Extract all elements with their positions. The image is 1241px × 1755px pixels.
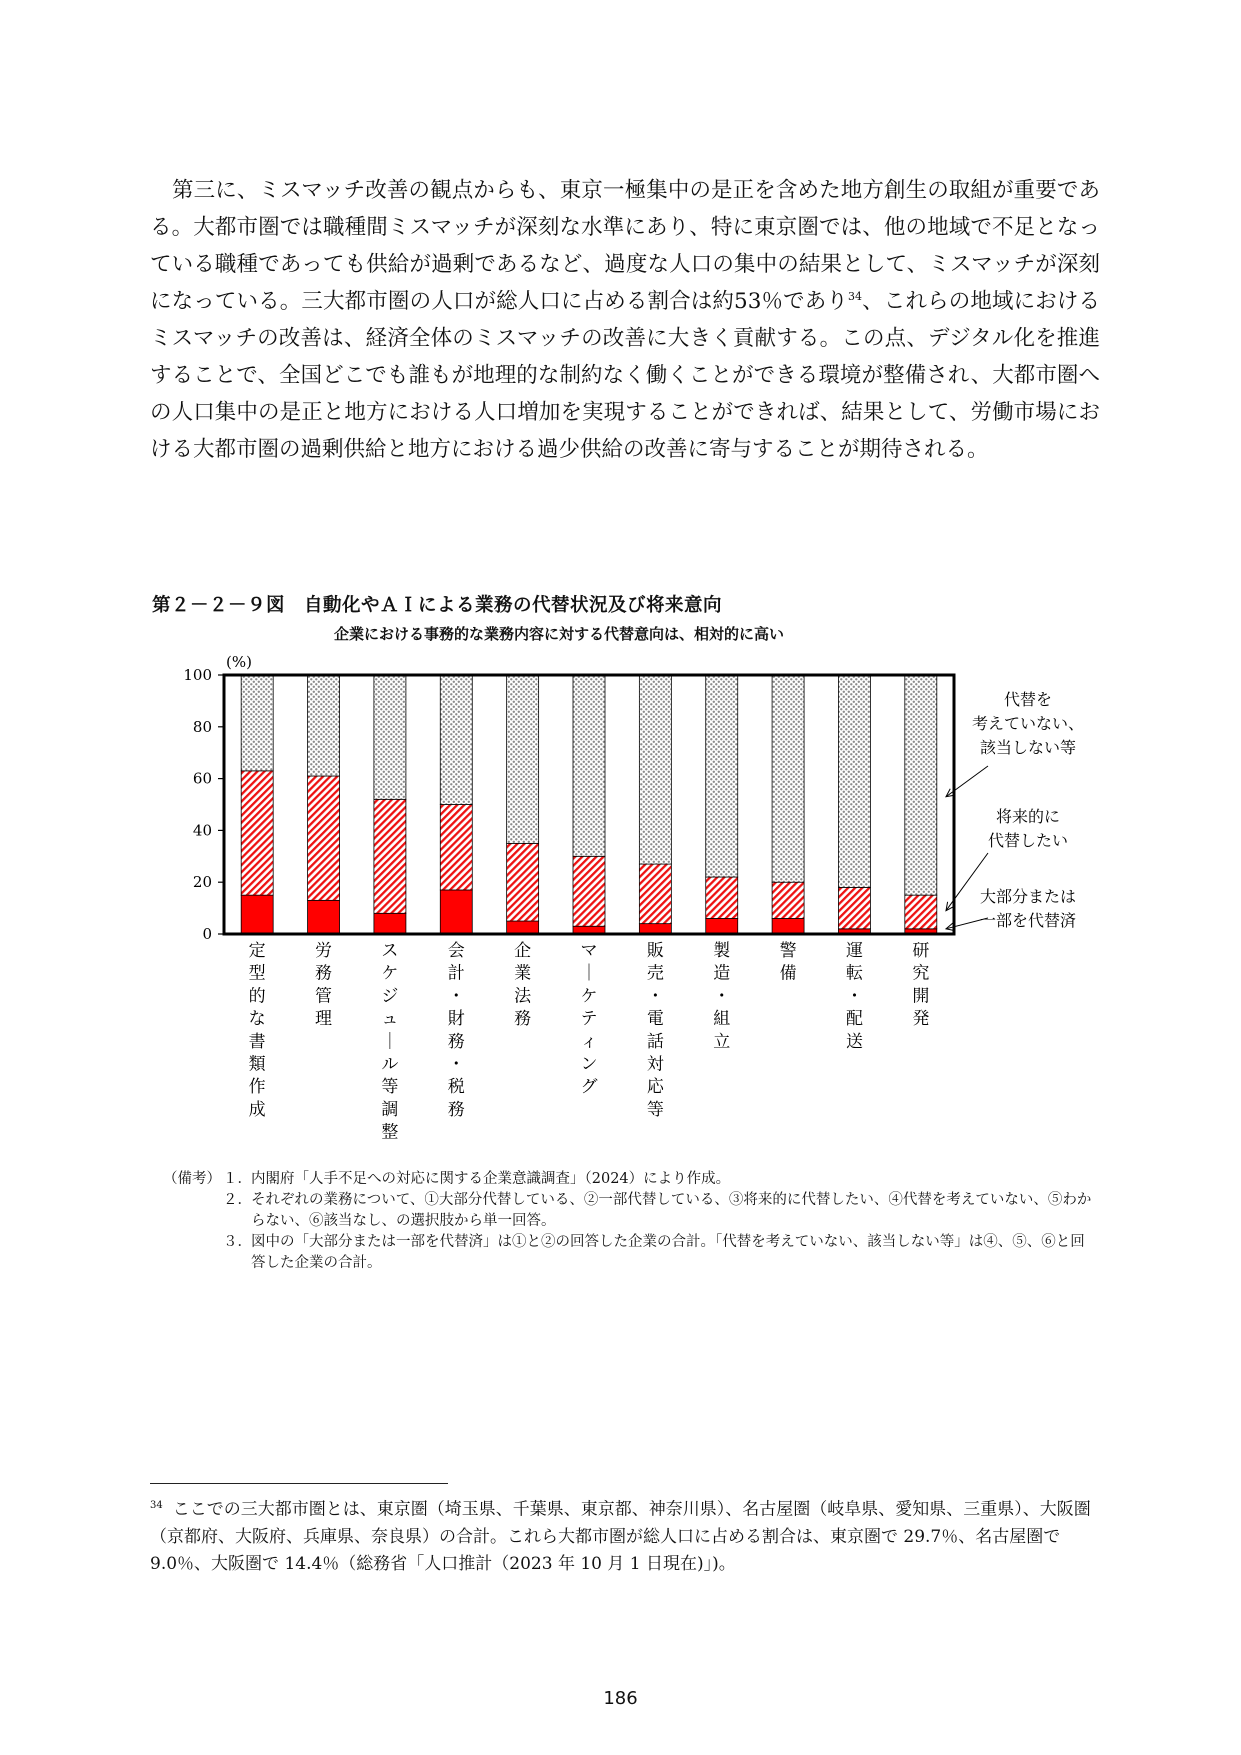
- bar-segment-2-10: [838, 887, 870, 928]
- bar-segment-2-6: [573, 856, 605, 926]
- y-tick-label: 40: [192, 821, 212, 840]
- footnote: [150, 1492, 1100, 1578]
- bar-segment-3-5: [507, 675, 539, 843]
- note-number: ３．: [223, 1234, 252, 1250]
- bar-segment-3-9: [772, 675, 804, 882]
- x-tick-label: 販売・電話対応等: [646, 941, 664, 1120]
- legend-label: 代替を考えていない、該当しない等: [971, 690, 1085, 757]
- figure-notes: [163, 1169, 1093, 1274]
- paragraph-text-1: 第三に、ミスマッチ改善の観点からも、東京一極集中の是正を含めた地方創生の取組が重要である。大都市圏では職種間ミスマッチが深刻な水準にあり、特に東京圏では、他の地域で不足となっている職種であっても供給が過剰であるなど、過度な人口の集中の結果として、ミスマッチが深刻になっている。三大都市圏の人口が総人口に占める割合は約53％であり: [150, 178, 1100, 314]
- bar-segment-1-1: [241, 895, 273, 934]
- bar-segment-2-9: [772, 882, 804, 918]
- x-tick-label: マ｜ケティング: [580, 941, 598, 1098]
- footnote-number: 34: [150, 1500, 163, 1511]
- x-tick-label: 警備: [779, 941, 797, 984]
- note-item: [163, 1190, 1093, 1232]
- note-item: [163, 1232, 1093, 1274]
- footnote-text: ここでの三大都市圏とは、東京圏（埼玉県、千葉県、東京都、神奈川県）、名古屋圏（岐阜県、愛知県、三重県）、大阪圏（京都府、大阪府、兵庫県、奈良県）の合計。これら大都市圏が総人口に占める割合は、東京圏で 29.7％、名古屋圏で 9.0％、大阪圏で 14.4％（総務省「人口推計（2023 年 10 月 1 日現在)」)。: [150, 1499, 1091, 1574]
- x-tick-label: 運転・配送: [845, 941, 863, 1052]
- paragraph-text-2: 、これらの地域におけるミスマッチの改善は、経済全体のミスマッチの改善に大きく貢献する。この点、デジタル化を推進することで、全国どこでも誰もが地理的な制約なく働くことができる環境が整備され、大都市圏への人口集中の是正と地方における人口増加を実現することができれば、結果として、労働市場における大都市圏の過剰供給と地方における過少供給の改善に寄与することが期待される。: [150, 289, 1100, 462]
- bar-segment-1-2: [308, 900, 340, 934]
- footnote-divider: [150, 1483, 448, 1484]
- x-tick-label: スケジュ｜ル等調整: [381, 941, 399, 1143]
- notes-heading: （備考）: [163, 1171, 221, 1187]
- bar-segment-3-11: [905, 675, 937, 895]
- bar-segment-3-10: [838, 675, 870, 887]
- note-number: ２．: [223, 1192, 252, 1208]
- bar-segment-3-8: [706, 675, 738, 877]
- bar-segment-1-5: [507, 921, 539, 934]
- bar-segment-1-8: [706, 918, 738, 934]
- bar-segment-2-3: [374, 799, 406, 913]
- bar-segment-3-4: [440, 675, 472, 805]
- x-tick-label: 定型的な書類作成: [248, 941, 266, 1120]
- y-tick-label: 20: [192, 873, 212, 892]
- bar-segment-1-9: [772, 918, 804, 934]
- bar-segment-2-8: [706, 877, 738, 918]
- y-tick-label: 60: [192, 769, 212, 788]
- bar-segment-1-4: [440, 890, 472, 934]
- legend-label: 将来的に代替したい: [987, 807, 1069, 850]
- x-tick-label: 製造・組立: [713, 941, 731, 1052]
- legend-label: 大部分または一部を代替済: [979, 887, 1077, 930]
- x-tick-label: 研究開発: [912, 941, 930, 1030]
- bar-segment-3-2: [308, 675, 340, 776]
- bar-segment-3-6: [573, 675, 605, 856]
- figure-subtitle: 企業における事務的な業務内容に対する代替意向は、相対的に高い: [334, 625, 785, 643]
- y-tick-label: 0: [202, 925, 212, 943]
- legend-arrow-line: [946, 766, 988, 797]
- body-paragraph: [150, 172, 1100, 468]
- bar-segment-3-7: [639, 675, 671, 864]
- bar-segment-3-3: [374, 675, 406, 799]
- bar-segment-1-3: [374, 913, 406, 934]
- note-text: 内閣府「人手不足への対応に関する企業意識調査」（2024）により作成。: [251, 1171, 731, 1187]
- bar-segment-2-7: [639, 864, 671, 924]
- note-item: [163, 1169, 1093, 1190]
- y-tick-label: 80: [192, 717, 212, 736]
- bar-segment-2-4: [440, 805, 472, 890]
- bar-segment-1-7: [639, 924, 671, 934]
- x-tick-label: 労務管理: [315, 941, 333, 1030]
- page-number: 186: [603, 1688, 638, 1709]
- bar-segment-2-5: [507, 843, 539, 921]
- bar-segment-3-1: [241, 675, 273, 771]
- x-tick-label: 企業法務: [514, 941, 532, 1030]
- y-tick-label: 100: [183, 666, 212, 684]
- note-number: １．: [223, 1171, 252, 1187]
- bar-segment-2-1: [241, 771, 273, 895]
- bar-segment-2-2: [308, 776, 340, 900]
- stacked-bar-chart: [160, 648, 1110, 1148]
- bar-segment-2-11: [905, 895, 937, 929]
- x-tick-label: 会計・財務・税務: [447, 941, 465, 1120]
- footnote-reference[interactable]: 34: [848, 289, 863, 303]
- note-text: 図中の「大部分または一部を代替済」は①と②の回答した企業の合計。「代替を考えていない、該当しない等」は④、⑤、⑥と回答した企業の合計。: [251, 1234, 1085, 1271]
- y-axis-label: (%): [226, 653, 252, 671]
- note-text: それぞれの業務について、①大部分代替している、②一部代替している、③将来的に代替したい、④代替を考えていない、⑤わからない、⑥該当なし、の選択肢から単一回答。: [251, 1192, 1092, 1229]
- figure-title: 第２－２－９図 自動化やＡＩによる業務の代替状況及び将来意向: [152, 595, 723, 616]
